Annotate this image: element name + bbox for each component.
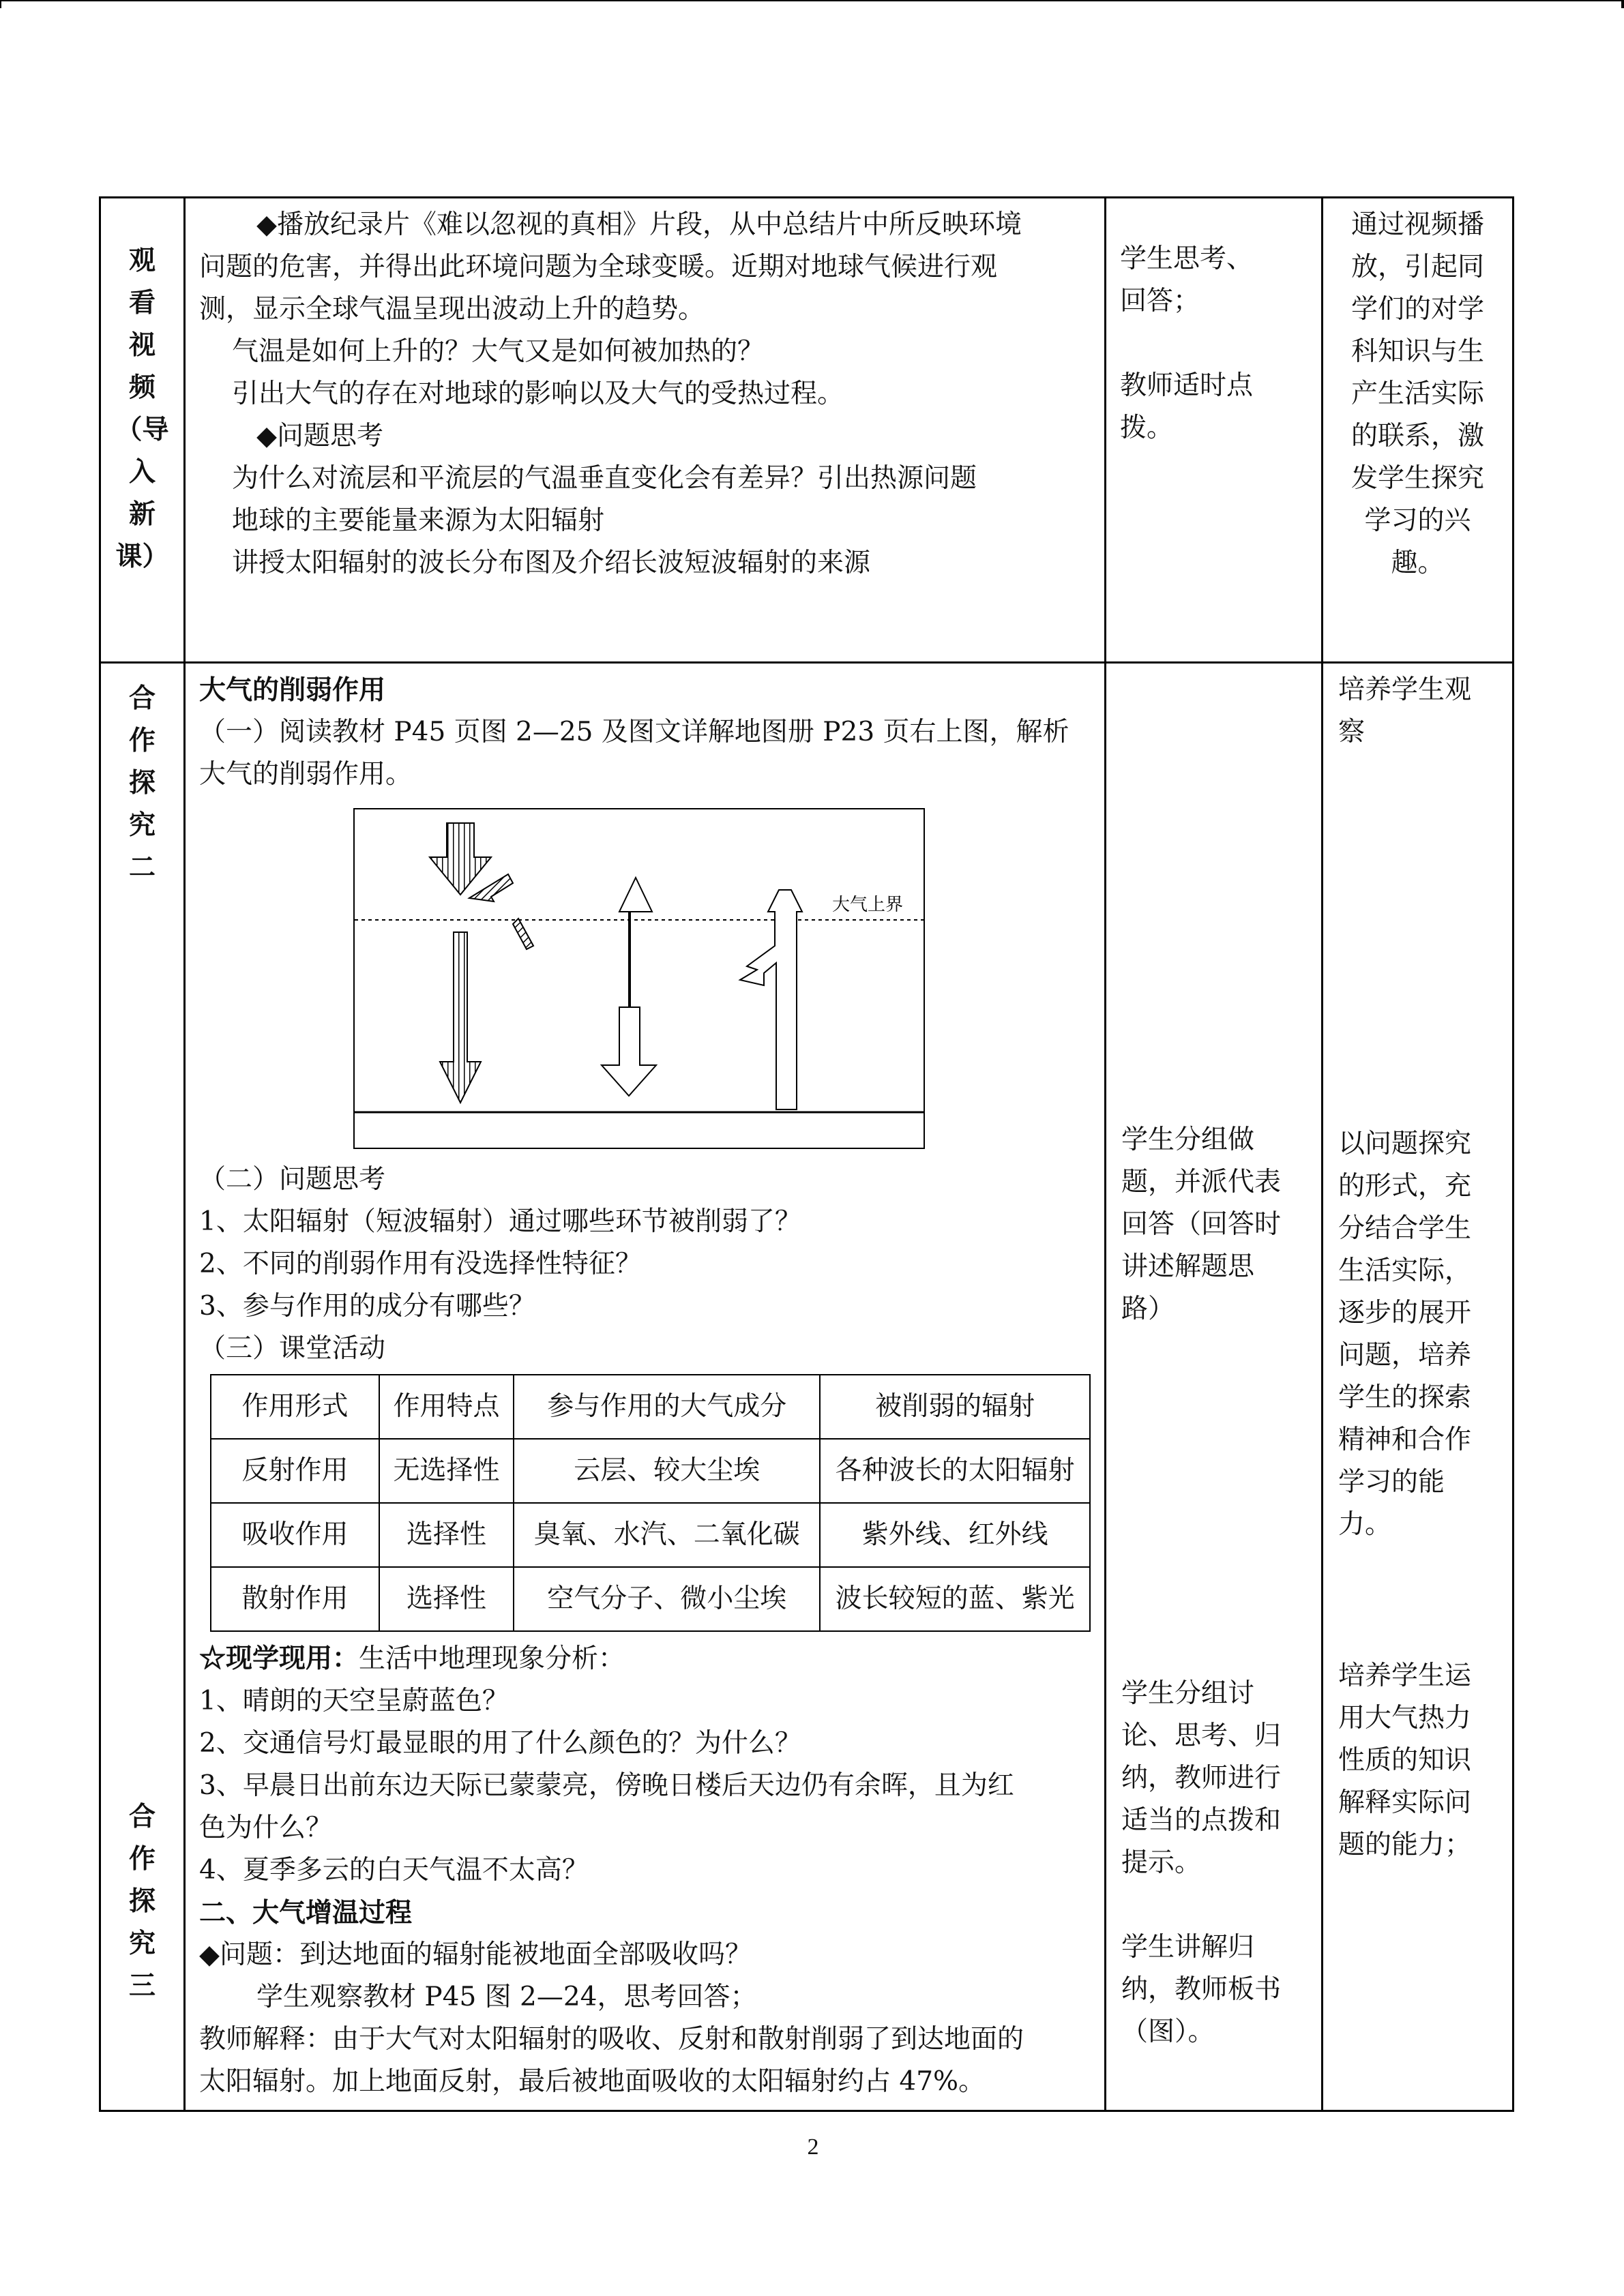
terrestrial-radiation-arrow — [740, 890, 802, 1109]
row-label-video: 观 看 视 频 （导 入 新 课） — [100, 198, 185, 663]
table-row-cooperation — [100, 663, 1514, 2111]
student-activity-video: 学生思考、 回答； 教师适时点 拨。 — [1106, 198, 1323, 663]
classroom-activity-table — [210, 1374, 1091, 1632]
surface-reflection-arrow — [602, 878, 656, 1096]
teaching-content-cooperation: 大气的削弱作用 （一）阅读教材 P45 页图 2—25 及图文详解地图册 P23 页右上图，解析 大气的削弱作用。 大气上界 （二）问题思考 1、太阳辐射（短波辐射）通过哪些环节被削弱了？ 2、不同的削弱作用有没选择性特征？ 3、参与作用的成分有哪些？ （三）课堂活动 作用形式 作用特点 参与作用的大气成分 被削弱的辐射 反射作用 无选择性 云层、较大尘埃 各种波长的太阳辐射 吸收作用 选择性 臭氧、水汽、二氧化碳 紫外线、红外线 散射作用 选择性 空气分子、微小尘埃 波长较短的蓝、紫光 ☆现学现用：生活中地理现象分析： 1、晴朗的天空呈蔚蓝色？ 2、交通信号灯最显眼的用了什么颜色的？为什么？ 3、早晨日出前东边天际已蒙蒙亮，傍晚日楼后天边仍有余晖，且为红 色为什么？ 4、夏季多云的白天气温不太高？ 二、大气增温过程 ◆问题：到达地面的辐射能被地面全部吸收吗？ 学生观察教材 P45 图 2—24，思考回答； 教师解释：由于大气对太阳辐射的吸收、反射和散射削弱了到达地面的 太阳辐射。加上地面反射，最后被地面吸收的太阳辐射约占 47%。 — [185, 663, 1106, 2111]
section-heading-weakening: 大气的削弱作用 — [199, 674, 386, 706]
page-number: 2 — [807, 2134, 819, 2160]
table-row: 吸收作用 选择性 臭氧、水汽、二氧化碳 紫外线、红外线 — [211, 1503, 1090, 1567]
student-activity-cooperation: 学生分组做 题，并派代表 回答（回答时 讲述解题思 路） 学生分组讨 论、思考、归 纳，教师进行 适当的点拨和 提示。 学生讲解归 纳，教师板书 （图）。 — [1106, 663, 1323, 2111]
design-intent-video: 通过视频播 放，引起同 学们的对学 科知识与生 产生活实际 的联系，激 发学生探究 学习的兴 趣。 — [1323, 198, 1514, 663]
teaching-content-video: ◆播放纪录片《难以忽视的真相》片段，从中总结片中所反映环境 问题的危害，并得出此环境问题为全球变暖。近期对地球气候进行观 测，显示全球气温呈现出波动上升的趋势。 气温是如何上升的？大气又是如何被加热的？ 引出大气的存在对地球的影响以及大气的受热过程。 ◆问题思考 为什么对流层和平流层的气温垂直变化会有差异？引出热源问题 地球的主要能量来源为太阳辐射 讲授太阳辐射的波长分布图及介绍长波短波辐射的来源 — [185, 198, 1106, 663]
table-header-row: 作用形式 作用特点 参与作用的大气成分 被削弱的辐射 — [211, 1375, 1090, 1439]
ground-radiation-arrow — [440, 932, 481, 1103]
apply-line: ☆现学现用：生活中地理现象分析： — [199, 1643, 625, 1674]
section-heading-warming: 二、大气增温过程 — [199, 1897, 413, 1928]
page-top-border — [0, 0, 1624, 1]
lesson-plan-table — [99, 196, 1514, 2112]
incoming-radiation-arrow — [430, 823, 491, 895]
row-label-cooperation: 合 作 探 究 二 合 作 探 究 三 — [100, 663, 185, 2111]
table-row: 反射作用 无选择性 云层、较大尘埃 各种波长的太阳辐射 — [211, 1439, 1090, 1503]
table-row-video — [100, 198, 1514, 663]
upper-boundary-label: 大气上界 — [832, 895, 904, 915]
scatter-arrow — [513, 919, 533, 949]
table-row: 散射作用 选择性 空气分子、微小尘埃 波长较短的蓝、紫光 — [211, 1567, 1090, 1631]
corner-mark-left — [0, 0, 1, 8]
corner-mark-right — [1621, 0, 1624, 8]
diagram-arrows — [355, 809, 924, 1148]
design-intent-cooperation: 培养学生观 察 以问题探究 的形式，充 分结合学生 生活实际， 逐步的展开 问题，培养 学生的探索 精神和合作 学习的能 力。 培养学生运 用大气热力 性质的知识 解释实际问 题的能力； — [1323, 663, 1514, 2111]
reflection-arrow — [469, 874, 513, 901]
atmosphere-weakening-diagram — [353, 808, 925, 1149]
